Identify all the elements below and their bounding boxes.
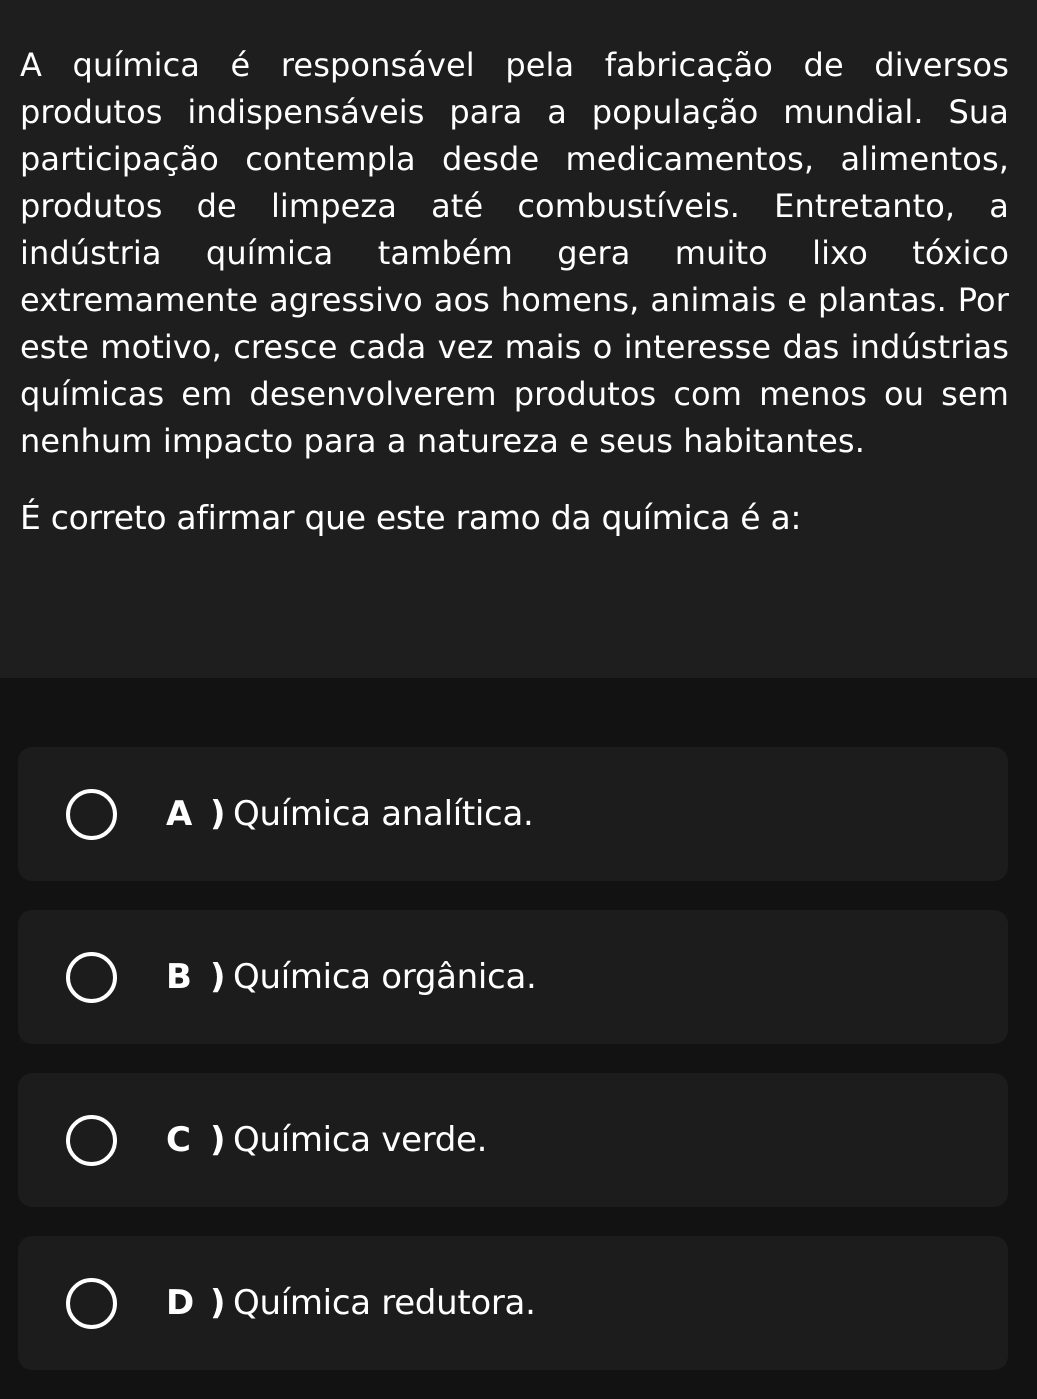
option-paren: ) xyxy=(210,1120,226,1160)
option-paren: ) xyxy=(210,1283,226,1323)
option-d[interactable] xyxy=(18,1236,1008,1370)
option-label: Química verde. xyxy=(233,1120,488,1160)
option-label: Química redutora. xyxy=(233,1283,536,1323)
option-c[interactable] xyxy=(18,1073,1008,1207)
option-a[interactable] xyxy=(18,747,1008,881)
option-paren: ) xyxy=(210,957,226,997)
answer-options xyxy=(18,747,1008,1399)
option-label: Química analítica. xyxy=(233,794,534,834)
option-paren: ) xyxy=(210,794,226,834)
option-letter: A xyxy=(166,794,193,834)
radio-button-icon[interactable] xyxy=(66,1115,117,1166)
option-letter: C xyxy=(166,1120,191,1160)
radio-button-icon[interactable] xyxy=(66,952,117,1003)
option-letter: B xyxy=(166,957,192,997)
radio-button-icon[interactable] xyxy=(66,789,117,840)
question-panel xyxy=(0,0,1037,678)
option-letter: D xyxy=(166,1283,195,1323)
question-prompt: É correto afirmar que este ramo da química é a: xyxy=(20,498,802,537)
radio-button-icon[interactable] xyxy=(66,1278,117,1329)
question-text: A química é responsável pela fabricação de diversos produtos indispensáveis para a população mundial. Sua participação contempla desde medicamentos, alimentos, produtos de limpeza até combustíveis. Entretanto, a indústria química também gera muito lixo tóxico extremamente agressivo aos homens, animais e plantas. Por este motivo, cresce cada vez mais o interesse das indústrias químicas em desenvolverem produtos com menos ou sem nenhum impacto para a natureza e seus habitantes. xyxy=(20,46,1009,460)
option-label: Química orgânica. xyxy=(233,957,537,997)
option-b[interactable] xyxy=(18,910,1008,1044)
